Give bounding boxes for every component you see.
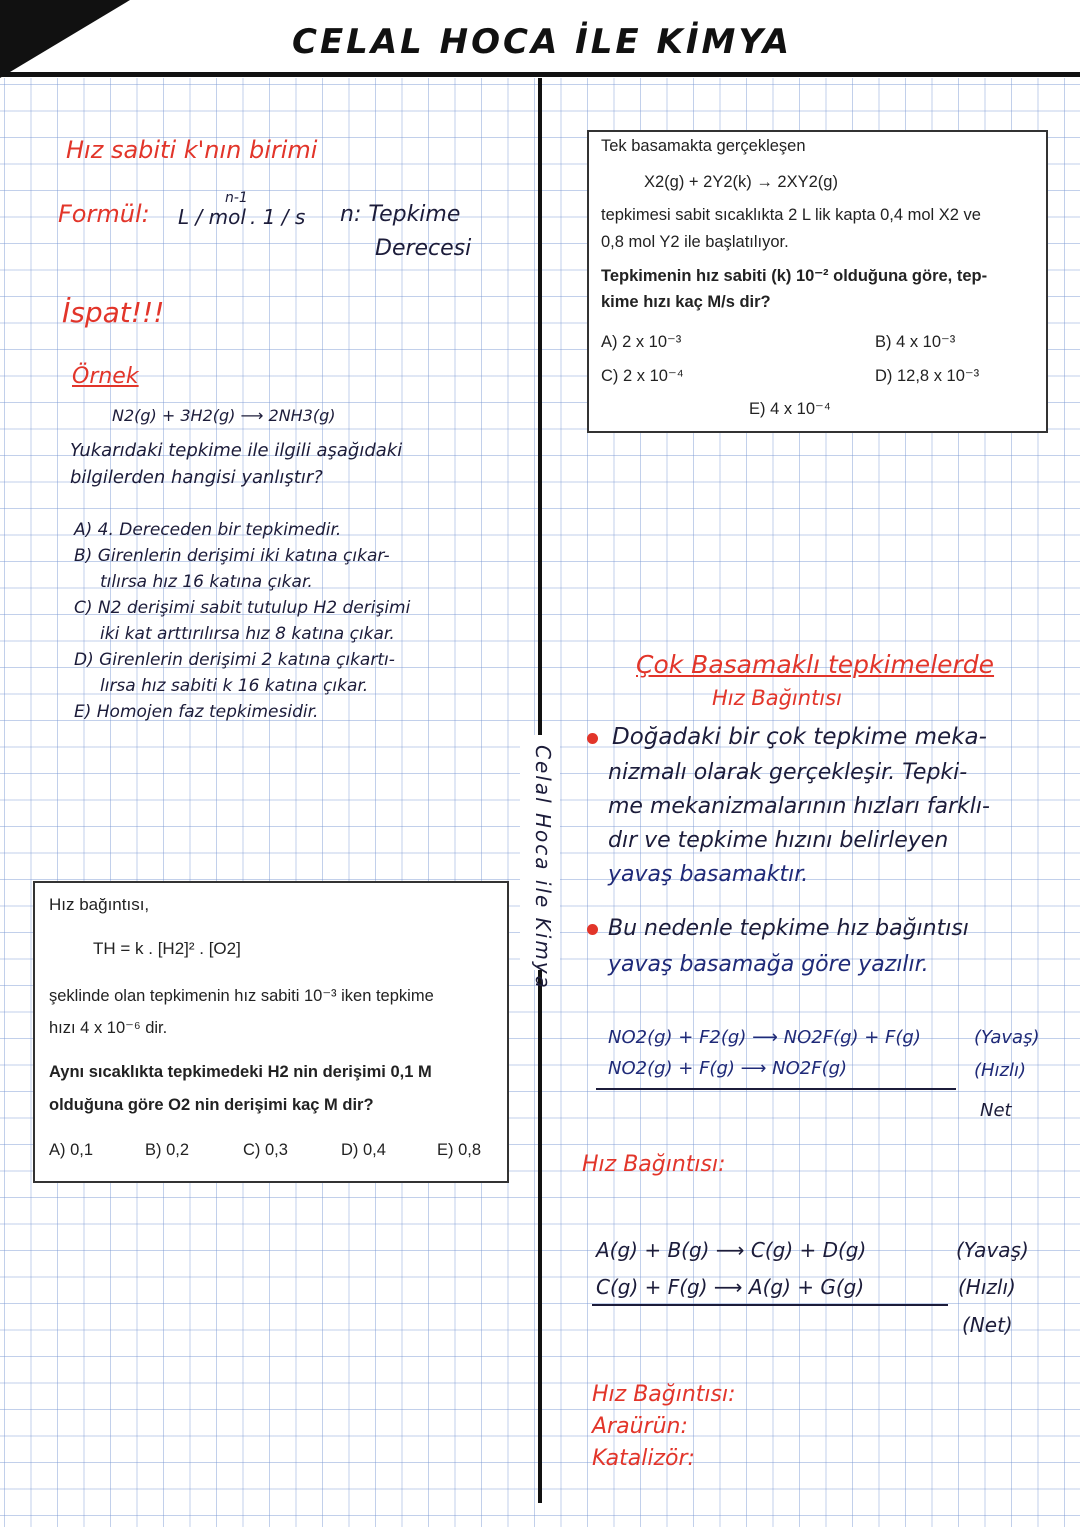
- para1-line-4: dır ve tepkime hızını belirleyen: [608, 828, 949, 853]
- box1-option-d: D) 0,4: [341, 1141, 386, 1159]
- sum-line: [596, 1088, 956, 1090]
- n-definition-1: n: Tepkime: [340, 202, 461, 227]
- question-line-2: bilgilerden hangisi yanlıştır?: [70, 467, 323, 488]
- side-label: Celal Hoca ile Kimya: [531, 745, 555, 990]
- para1-line-3: me mekanizmalarının hızları farklı-: [608, 794, 990, 819]
- box1-rate-law: TH = k . [H2]² . [O2]: [93, 939, 241, 958]
- heading-multistep: Çok Basamaklı tepkimelerde: [636, 650, 995, 679]
- box1-option-b: B) 0,2: [145, 1141, 190, 1159]
- question-box-rate-expression: [33, 881, 509, 1183]
- mechanism2-step2: C(g) + F(g) ⟶ A(g) + G(g): [596, 1275, 865, 1299]
- box1-option-e: E) 0,8: [437, 1141, 482, 1159]
- box2-option-b: B) 4 x 10⁻³: [875, 333, 956, 351]
- mechanism2-step1-tag: (Yavaş): [956, 1238, 1029, 1262]
- rate-label-1: Hız Bağıntısı:: [582, 1152, 726, 1177]
- option-d-2: lırsa hız sabiti k 16 katına çıkar.: [100, 676, 369, 696]
- box2-option-e: E) 4 x 10⁻⁴: [749, 400, 831, 418]
- mechanism1-step1: NO2(g) + F2(g) ⟶ NO2F(g) + F(g): [608, 1027, 921, 1048]
- box2-line-3: tepkimesi sabit sıcaklıkta 2 L lik kapta 0,4 mol X2 ve: [601, 206, 981, 224]
- box2-option-d: D) 12,8 x 10⁻³: [875, 367, 980, 385]
- catalyst-label: Katalizör:: [592, 1446, 695, 1471]
- para2-line-1: Bu nedenle tepkime hız bağıntısı: [608, 916, 969, 941]
- header-rule: [0, 72, 1080, 77]
- box2-line-4: 0,8 mol Y2 ile başlatılıyor.: [601, 233, 789, 251]
- box2-option-a: A) 2 x 10⁻³: [601, 333, 682, 351]
- intermediate-label: Araürün:: [592, 1414, 688, 1439]
- formula-exponent: n-1: [225, 190, 248, 206]
- formula-base: L / mol: [178, 205, 246, 229]
- box1-line-1: Hız bağıntısı,: [49, 895, 150, 914]
- heading-rate-expression: Hız Bağıntısı: [712, 686, 842, 710]
- box2-question-1: Tepkimenin hız sabiti (k) 10⁻² olduğuna göre, tep-: [601, 267, 988, 285]
- rate-label-2: Hız Bağıntısı:: [592, 1382, 736, 1407]
- box2-reaction: X2(g) + 2Y2(k) → 2XY2(g): [644, 173, 838, 191]
- heading-rate-constant-unit: Hız sabiti k'nın birimi: [66, 136, 318, 164]
- question-box-single-step: [587, 130, 1048, 433]
- mechanism2-step1: A(g) + B(g) ⟶ C(g) + D(g): [596, 1238, 867, 1262]
- box1-option-c: C) 0,3: [243, 1141, 288, 1159]
- option-b-1: B) Girenlerin derişimi iki katına çıkar-: [74, 546, 390, 566]
- sum-line: [592, 1304, 948, 1306]
- page-title: CELAL HOCA İLE KİMYA: [292, 22, 793, 62]
- box2-line-1: Tek basamakta gerçekleşen: [601, 137, 806, 155]
- mechanism1-step2: NO2(g) + F(g) ⟶ NO2F(g): [608, 1058, 848, 1079]
- n-definition-2: Derecesi: [375, 236, 472, 261]
- para2-line-2: yavaş basamağa göre yazılır.: [608, 952, 929, 977]
- para1-line-2: nizmalı olarak gerçekleşir. Tepki-: [608, 760, 968, 785]
- box1-question-1: Aynı sıcaklıkta tepkimedeki H2 nin derişimi 0,1 M: [49, 1063, 432, 1081]
- box2-question-2: kime hızı kaç M/s dir?: [601, 293, 771, 311]
- box1-line-4: hızı 4 x 10⁻⁶ dir.: [49, 1019, 168, 1037]
- example-label: Örnek: [72, 364, 139, 389]
- mechanism1-step1-tag: (Yavaş): [974, 1027, 1040, 1048]
- option-c-2: iki kat arttırılırsa hız 8 katına çıkar.: [100, 624, 395, 644]
- bullet-dot: [587, 924, 598, 935]
- para1-line-1: Doğadaki bir çok tepkime meka-: [612, 724, 987, 750]
- option-d-1: D) Girenlerin derişimi 2 katına çıkartı-: [74, 650, 395, 670]
- box1-question-2: olduğuna göre O2 nin derişimi kaç M dir?: [49, 1096, 374, 1114]
- formula-label: Formül:: [58, 200, 150, 228]
- corner-decoration: [0, 0, 130, 78]
- para1-line-5: yavaş basamaktır.: [608, 862, 809, 887]
- proof-label: İspat!!!: [62, 296, 165, 329]
- mechanism2-net: (Net): [962, 1313, 1013, 1337]
- mechanism1-step2-tag: (Hızlı): [974, 1060, 1027, 1081]
- option-c-1: C) N2 derişimi sabit tutulup H2 derişimi: [74, 598, 411, 618]
- box1-option-a: A) 0,1: [49, 1141, 94, 1159]
- box2-option-c: C) 2 x 10⁻⁴: [601, 367, 684, 385]
- question-line-1: Yukarıdaki tepkime ile ilgili aşağıdaki: [70, 440, 403, 461]
- option-b-2: tılırsa hız 16 katına çıkar.: [100, 572, 313, 592]
- example-reaction: N2(g) + 3H2(g) ⟶ 2NH3(g): [112, 406, 336, 425]
- formula-tail: . 1 / s: [250, 205, 306, 229]
- option-e: E) Homojen faz tepkimesidir.: [74, 702, 319, 722]
- box1-line-3: şeklinde olan tepkimenin hız sabiti 10⁻³ iken tepkime: [49, 987, 434, 1005]
- bullet-dot: [587, 733, 598, 744]
- mechanism2-step2-tag: (Hızlı): [958, 1275, 1016, 1299]
- mechanism1-net: Net: [980, 1100, 1012, 1121]
- option-a: A) 4. Dereceden bir tepkimedir.: [74, 520, 342, 540]
